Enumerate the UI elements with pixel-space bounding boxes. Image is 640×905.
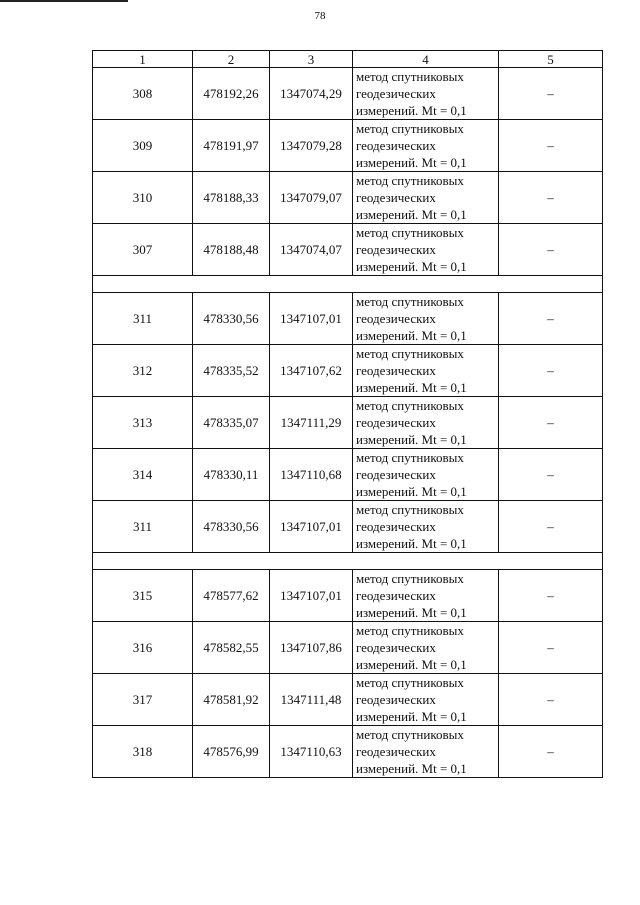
method-line: геодезических <box>356 190 436 205</box>
method-cell <box>353 172 499 224</box>
method-line: измерений. Mt = 0,1 <box>356 709 467 724</box>
table-row <box>93 397 603 449</box>
note-dash-cell: – <box>499 397 603 449</box>
table-row <box>93 674 603 726</box>
x-coordinate-cell: 478188,33 <box>193 172 270 224</box>
method-line: измерений. Mt = 0,1 <box>356 328 467 343</box>
method-cell <box>353 68 499 120</box>
method-line: измерений. Mt = 0,1 <box>356 536 467 551</box>
separator-cell <box>93 276 603 293</box>
method-line: геодезических <box>356 86 436 101</box>
method-line: геодезических <box>356 744 436 759</box>
header-row <box>93 51 603 68</box>
table-row <box>93 622 603 674</box>
group-separator-row <box>93 276 603 293</box>
method-cell <box>353 345 499 397</box>
table-row <box>93 501 603 553</box>
page-number: 78 <box>314 10 326 22</box>
point-number-cell: 311 <box>93 293 193 345</box>
method-line: метод спутниковых <box>356 173 464 188</box>
y-coordinate-cell: 1347074,29 <box>270 68 353 120</box>
method-cell <box>353 293 499 345</box>
method-line: метод спутниковых <box>356 623 464 638</box>
x-coordinate-cell: 478577,62 <box>193 570 270 622</box>
note-dash-cell: – <box>499 120 603 172</box>
x-coordinate-cell: 478330,11 <box>193 449 270 501</box>
table-row <box>93 570 603 622</box>
point-number-cell: 316 <box>93 622 193 674</box>
method-line: геодезических <box>356 311 436 326</box>
note-dash-cell: – <box>499 622 603 674</box>
method-line: геодезических <box>356 467 436 482</box>
table-row <box>93 120 603 172</box>
method-line: измерений. Mt = 0,1 <box>356 155 467 170</box>
note-dash-cell: – <box>499 68 603 120</box>
x-coordinate-cell: 478335,52 <box>193 345 270 397</box>
x-coordinate-cell: 478188,48 <box>193 224 270 276</box>
note-dash-cell: – <box>499 674 603 726</box>
y-coordinate-cell: 1347107,01 <box>270 570 353 622</box>
method-cell <box>353 726 499 778</box>
note-dash-cell: – <box>499 345 603 397</box>
point-number-cell: 308 <box>93 68 193 120</box>
point-number-cell: 309 <box>93 120 193 172</box>
column-header-2: 2 <box>193 51 270 68</box>
note-dash-cell: – <box>499 570 603 622</box>
method-cell <box>353 397 499 449</box>
method-cell <box>353 622 499 674</box>
note-dash-cell: – <box>499 449 603 501</box>
x-coordinate-cell: 478330,56 <box>193 293 270 345</box>
method-cell <box>353 224 499 276</box>
method-line: измерений. Mt = 0,1 <box>356 605 467 620</box>
y-coordinate-cell: 1347111,29 <box>270 397 353 449</box>
method-line: метод спутниковых <box>356 294 464 309</box>
method-cell <box>353 570 499 622</box>
y-coordinate-cell: 1347079,28 <box>270 120 353 172</box>
method-cell <box>353 449 499 501</box>
method-line: геодезических <box>356 588 436 603</box>
method-line: геодезических <box>356 519 436 534</box>
point-number-cell: 313 <box>93 397 193 449</box>
x-coordinate-cell: 478581,92 <box>193 674 270 726</box>
y-coordinate-cell: 1347110,63 <box>270 726 353 778</box>
y-coordinate-cell: 1347111,48 <box>270 674 353 726</box>
x-coordinate-cell: 478330,56 <box>193 501 270 553</box>
method-line: метод спутниковых <box>356 571 464 586</box>
method-line: метод спутниковых <box>356 121 464 136</box>
table-row <box>93 172 603 224</box>
table-row <box>93 449 603 501</box>
x-coordinate-cell: 478192,26 <box>193 68 270 120</box>
column-header-5: 5 <box>499 51 603 68</box>
method-line: метод спутниковых <box>356 398 464 413</box>
table-body <box>93 68 603 778</box>
method-line: геодезических <box>356 138 436 153</box>
y-coordinate-cell: 1347107,86 <box>270 622 353 674</box>
method-cell <box>353 501 499 553</box>
group-separator-row <box>93 553 603 570</box>
method-line: метод спутниковых <box>356 675 464 690</box>
table-row <box>93 345 603 397</box>
x-coordinate-cell: 478335,07 <box>193 397 270 449</box>
table-row <box>93 293 603 345</box>
y-coordinate-cell: 1347110,68 <box>270 449 353 501</box>
method-line: измерений. Mt = 0,1 <box>356 380 467 395</box>
method-line: геодезических <box>356 242 436 257</box>
method-cell <box>353 674 499 726</box>
method-line: измерений. Mt = 0,1 <box>356 432 467 447</box>
point-number-cell: 311 <box>93 501 193 553</box>
method-line: геодезических <box>356 363 436 378</box>
method-line: метод спутниковых <box>356 450 464 465</box>
point-number-cell: 317 <box>93 674 193 726</box>
method-line: метод спутниковых <box>356 346 464 361</box>
separator-cell <box>93 553 603 570</box>
note-dash-cell: – <box>499 224 603 276</box>
point-number-cell: 315 <box>93 570 193 622</box>
x-coordinate-cell: 478191,97 <box>193 120 270 172</box>
scan-edge-mark <box>0 0 128 2</box>
note-dash-cell: – <box>499 501 603 553</box>
y-coordinate-cell: 1347107,01 <box>270 293 353 345</box>
method-line: измерений. Mt = 0,1 <box>356 103 467 118</box>
table-row <box>93 68 603 120</box>
point-number-cell: 314 <box>93 449 193 501</box>
coordinates-table <box>92 50 603 778</box>
method-line: измерений. Mt = 0,1 <box>356 657 467 672</box>
point-number-cell: 312 <box>93 345 193 397</box>
method-line: измерений. Mt = 0,1 <box>356 484 467 499</box>
method-line: метод спутниковых <box>356 727 464 742</box>
method-line: геодезических <box>356 415 436 430</box>
method-line: измерений. Mt = 0,1 <box>356 259 467 274</box>
table-row <box>93 726 603 778</box>
x-coordinate-cell: 478582,55 <box>193 622 270 674</box>
method-line: измерений. Mt = 0,1 <box>356 761 467 776</box>
column-header-1: 1 <box>93 51 193 68</box>
column-header-4: 4 <box>353 51 499 68</box>
table-row <box>93 224 603 276</box>
method-line: измерений. Mt = 0,1 <box>356 207 467 222</box>
note-dash-cell: – <box>499 293 603 345</box>
method-line: метод спутниковых <box>356 225 464 240</box>
method-line: геодезических <box>356 692 436 707</box>
method-cell <box>353 120 499 172</box>
y-coordinate-cell: 1347107,01 <box>270 501 353 553</box>
y-coordinate-cell: 1347074,07 <box>270 224 353 276</box>
point-number-cell: 307 <box>93 224 193 276</box>
point-number-cell: 310 <box>93 172 193 224</box>
note-dash-cell: – <box>499 726 603 778</box>
note-dash-cell: – <box>499 172 603 224</box>
column-header-3: 3 <box>270 51 353 68</box>
point-number-cell: 318 <box>93 726 193 778</box>
method-line: метод спутниковых <box>356 502 464 517</box>
method-line: геодезических <box>356 640 436 655</box>
method-line: метод спутниковых <box>356 69 464 84</box>
y-coordinate-cell: 1347079,07 <box>270 172 353 224</box>
x-coordinate-cell: 478576,99 <box>193 726 270 778</box>
y-coordinate-cell: 1347107,62 <box>270 345 353 397</box>
